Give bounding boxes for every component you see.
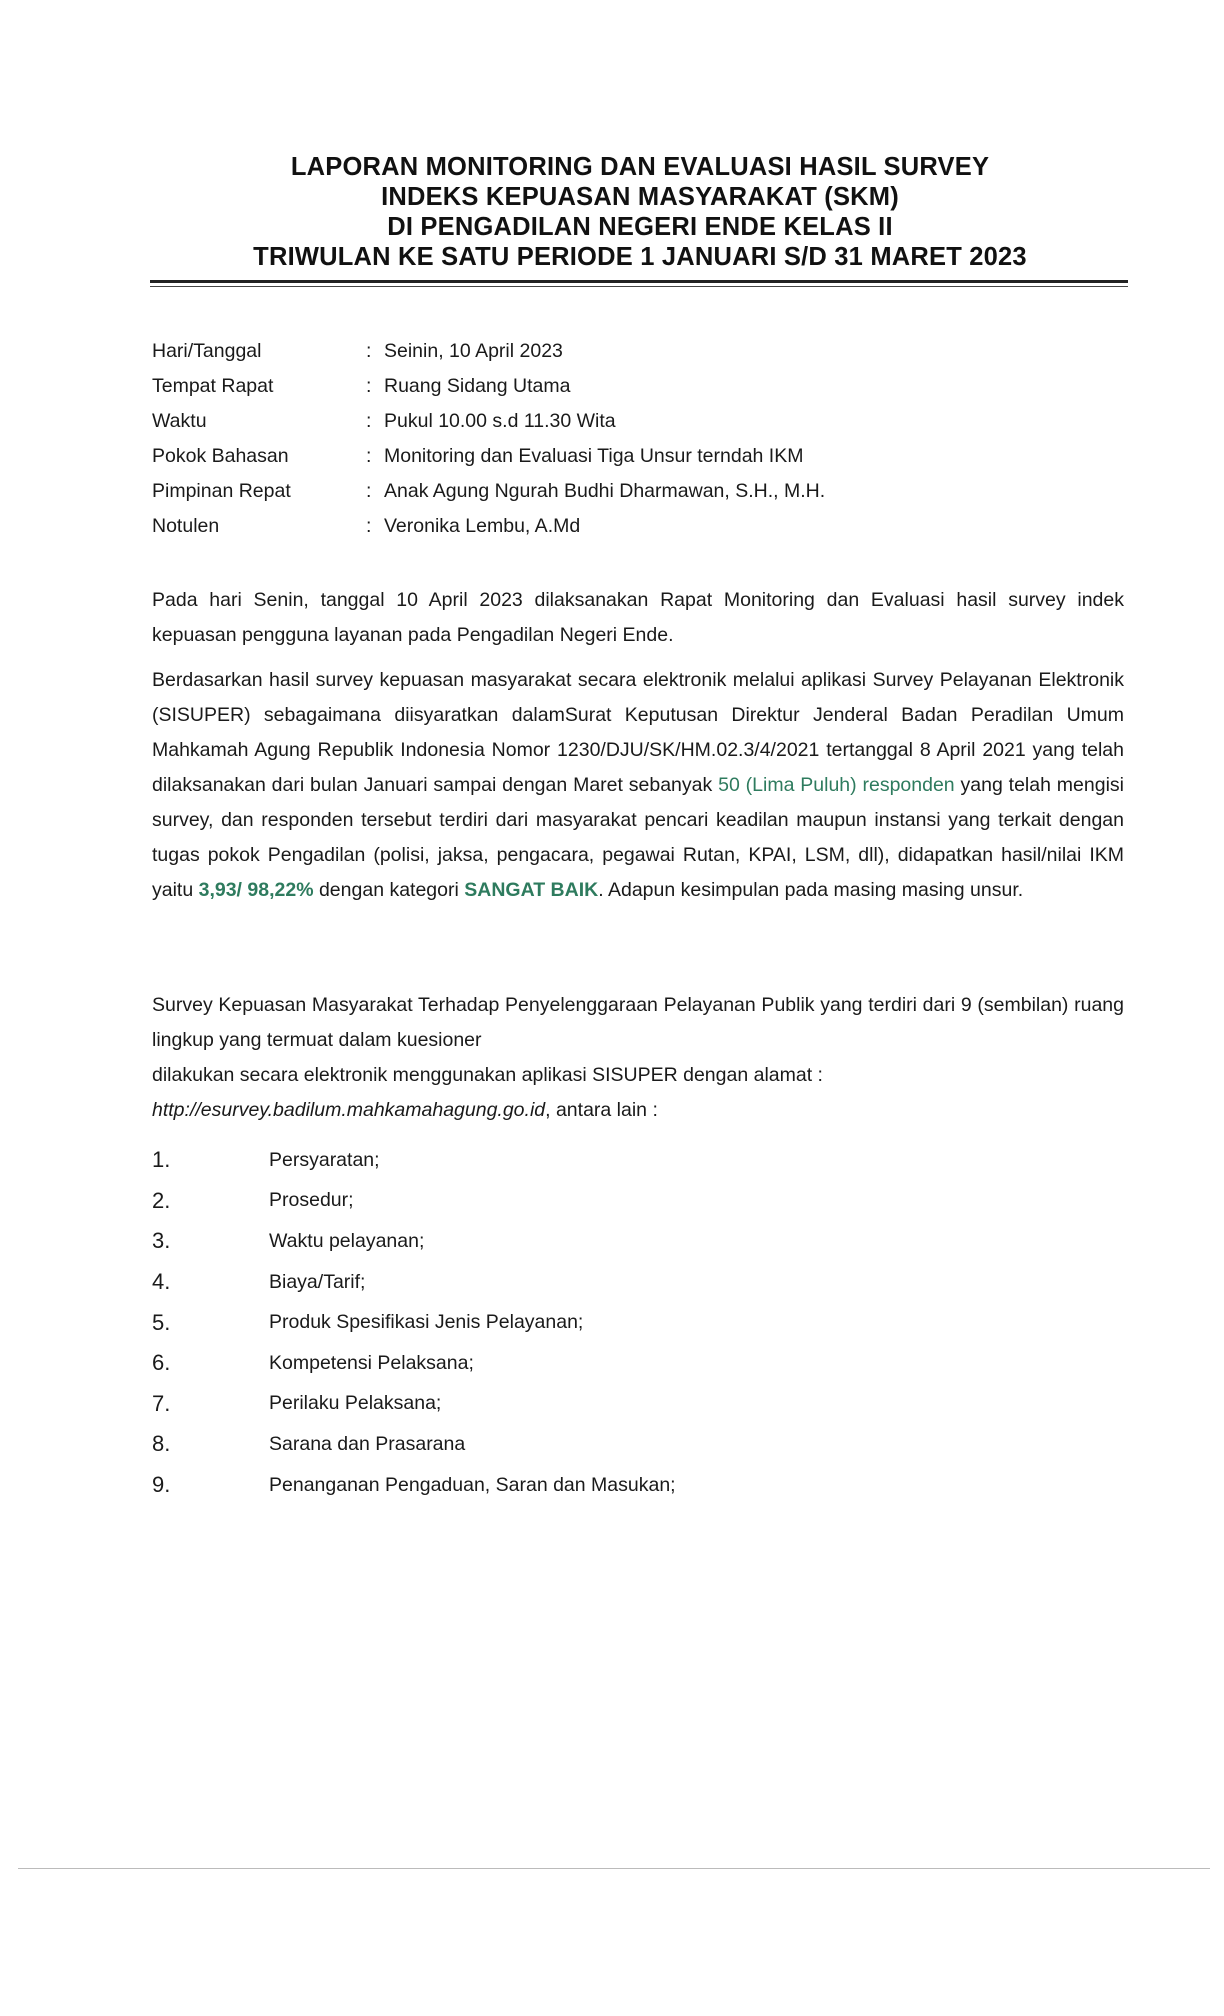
- meta-label: Waktu: [152, 410, 207, 432]
- meta-row-topic: [152, 439, 1112, 474]
- list-item: [152, 1424, 1052, 1465]
- meta-value: Monitoring dan Evaluasi Tiga Unsur terndah IKM: [384, 445, 804, 467]
- list-number: 3.: [152, 1228, 171, 1254]
- meta-colon: :: [366, 375, 372, 397]
- results-text-1: Berdasarkan hasil survey kepuasan masyarakat secara elektronik melalui aplikasi Survey Pelayanan Elektronik (SISUPER) sebagaimana diisyaratkan dalamSurat Keputusan Direktur Jenderal Badan Peradilan Umum Mahkamah Agung Republik Indonesia Nomor 1230/DJU/SK/HM.02.3/4/2021 tertanggal 8 April 2021 yang telah dilaksanakan dari bulan Januari sampai dengan Maret sebanyak: [152, 669, 1124, 796]
- respondent-count: 50 (Lima Puluh) responden: [718, 774, 955, 796]
- list-text: Perilaku Pelaksana;: [269, 1392, 442, 1415]
- report-title: [150, 152, 1130, 272]
- meta-label: Notulen: [152, 515, 220, 537]
- meta-row-notetaker: [152, 509, 1112, 544]
- meta-row-date: [152, 334, 1112, 369]
- ikm-score: 3,93/ 98,22%: [198, 879, 314, 901]
- list-text: Persyaratan;: [269, 1148, 380, 1171]
- list-number: 2.: [152, 1187, 171, 1213]
- list-text: Kompetensi Pelaksana;: [269, 1351, 474, 1374]
- list-item: [152, 1302, 1052, 1343]
- list-number: 4.: [152, 1269, 171, 1295]
- meta-value: Pukul 10.00 s.d 11.30 Wita: [384, 410, 616, 432]
- list-item: [152, 1343, 1052, 1384]
- list-item: [152, 1465, 1052, 1506]
- list-number: 7.: [152, 1390, 171, 1416]
- title-line-3: DI PENGADILAN NEGERI ENDE KELAS II: [387, 213, 893, 241]
- intro-paragraph: Pada hari Senin, tanggal 10 April 2023 dilaksanakan Rapat Monitoring dan Evaluasi hasil survey indek kepuasan pengguna layanan pada Pengadilan Negeri Ende.: [152, 589, 1124, 646]
- page-footer-line: [18, 1868, 1210, 1869]
- scope-text-3: , antara lain :: [545, 1099, 658, 1121]
- list-item: [152, 1384, 1052, 1425]
- list-text: Biaya/Tarif;: [269, 1270, 366, 1293]
- list-text: Penanganan Pengaduan, Saran dan Masukan;: [269, 1473, 676, 1496]
- list-number: 5.: [152, 1309, 171, 1335]
- results-text-4: . Adapun kesimpulan pada masing masing unsur.: [598, 879, 1024, 901]
- survey-url: http://esurvey.badilum.mahkamahagung.go.id: [152, 1099, 546, 1121]
- meta-row-time: [152, 404, 1112, 439]
- meta-label: Pimpinan Repat: [152, 480, 291, 502]
- ikm-category: SANGAT BAIK: [464, 879, 599, 901]
- list-text: Waktu pelayanan;: [269, 1229, 425, 1252]
- meta-colon: :: [366, 515, 372, 537]
- meta-value: Seinin, 10 April 2023: [384, 340, 563, 362]
- title-divider-thick: [150, 280, 1128, 283]
- scope-paragraph: [152, 988, 1124, 1128]
- meta-value: Anak Agung Ngurah Budhi Dharmawan, S.H., M.H.: [384, 480, 826, 502]
- meta-row-chair: [152, 474, 1112, 509]
- meta-label: Tempat Rapat: [152, 375, 274, 397]
- list-number: 1.: [152, 1147, 171, 1173]
- list-item: [152, 1181, 1052, 1222]
- list-text: Sarana dan Prasarana: [269, 1432, 466, 1455]
- title-line-2: INDEKS KEPUASAN MASYARAKAT (SKM): [381, 183, 899, 211]
- list-number: 9.: [152, 1472, 171, 1498]
- results-paragraph: [152, 663, 1124, 908]
- scope-list: [152, 1140, 1052, 1505]
- meta-colon: :: [366, 410, 372, 432]
- meta-value: Ruang Sidang Utama: [384, 375, 571, 397]
- list-number: 8.: [152, 1431, 171, 1457]
- list-item: [152, 1140, 1052, 1181]
- meta-row-place: [152, 369, 1112, 404]
- meeting-details: [152, 334, 1112, 544]
- list-text: Produk Spesifikasi Jenis Pelayanan;: [269, 1311, 584, 1334]
- title-line-1: LAPORAN MONITORING DAN EVALUASI HASIL SURVEY: [290, 153, 990, 181]
- results-text-3: dengan kategori: [313, 879, 465, 901]
- results-text-2: yang telah mengisi survey, dan responden tersebut terdiri dari masyarakat pencari keadilan maupun instansi yang terkait dengan tugas pokok Pengadilan (polisi, jaksa, pengacara, pegawai Rutan, KPAI, LSM, dll), didapatkan hasil/nilai IKM yaitu: [152, 774, 1124, 901]
- meta-value: Veronika Lembu, A.Md: [384, 515, 581, 537]
- list-number: 6.: [152, 1350, 171, 1376]
- list-text: Prosedur;: [269, 1189, 354, 1212]
- list-item: [152, 1221, 1052, 1262]
- meta-label: Pokok Bahasan: [152, 445, 289, 467]
- title-divider-thin: [150, 286, 1128, 287]
- scope-text-2: dilakukan secara elektronik menggunakan aplikasi SISUPER dengan alamat :: [152, 1064, 823, 1086]
- list-item: [152, 1262, 1052, 1303]
- scope-text-1: Survey Kepuasan Masyarakat Terhadap Penyelenggaraan Pelayanan Publik yang terdiri dari 9 (sembilan) ruang lingkup yang termuat dalam kuesioner: [152, 994, 1124, 1051]
- meta-colon: :: [366, 445, 372, 467]
- title-line-4: TRIWULAN KE SATU PERIODE 1 JANUARI S/D 31 MARET 2023: [253, 243, 1027, 271]
- meta-colon: :: [366, 340, 372, 362]
- meta-colon: :: [366, 480, 372, 502]
- meta-label: Hari/Tanggal: [152, 340, 262, 362]
